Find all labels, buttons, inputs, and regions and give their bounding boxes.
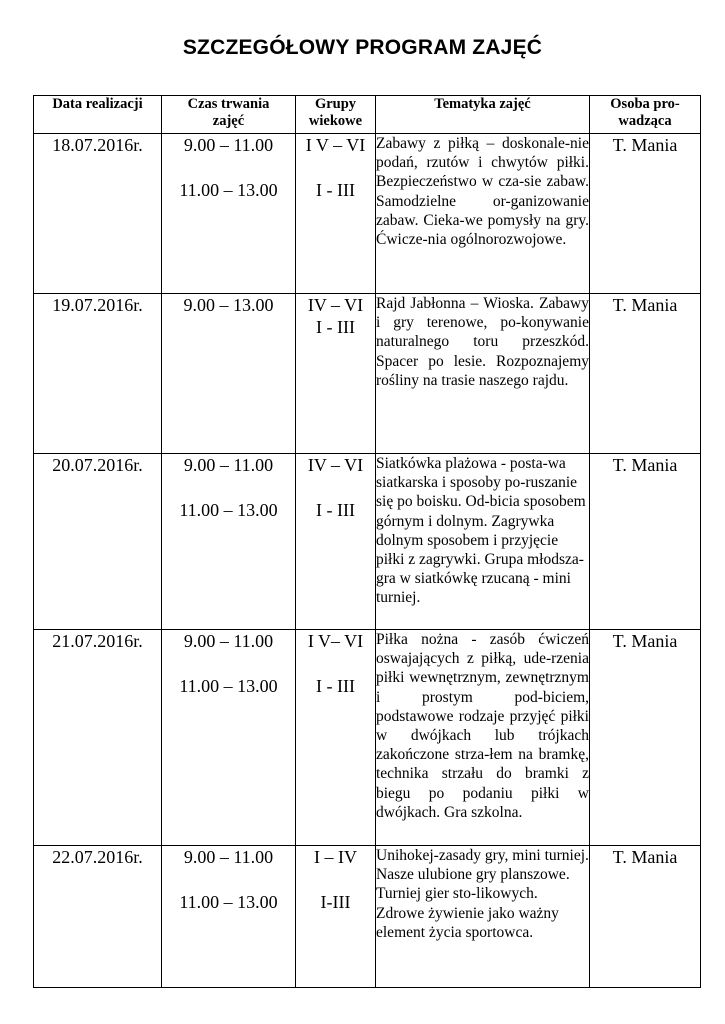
topic-cell: Piłka nożna - zasób ćwiczeń oswajających z piłką, ude-rzenia piłki wewnętrznym, zewnętrznym i prostym pod-biciem, podstawowe rodzaje przyjęć piłki w dwójkach lub trójkach zakończone strza-łem na bramkę, technika strzału do bramki z biegu po podaniu piłki w dwójkach. Gra szkolna. xyxy=(376,630,590,846)
topic-cell: Rajd Jabłonna – Wioska. Zabawy i gry terenowe, po-konywanie naturalnego toru przeszkód. Spacer po lesie. Rozpoznajemy rośliny na trasie naszego rajdu. xyxy=(376,294,590,454)
person-cell: T. Mania xyxy=(590,630,701,846)
topic-cell: Unihokej-zasady gry, mini turniej. Nasze ulubione gry planszowe. Turniej gier sto-likowych. Zdrowe żywienie jako ważny element życia sportowca. xyxy=(376,846,590,988)
table-row xyxy=(34,630,701,846)
person-cell: T. Mania xyxy=(590,134,701,294)
header-date: Data realizacji xyxy=(34,96,162,134)
person-cell: T. Mania xyxy=(590,454,701,630)
date-cell: 21.07.2016r. xyxy=(34,630,162,846)
table-row xyxy=(34,294,701,454)
person-cell: T. Mania xyxy=(590,294,701,454)
table-row xyxy=(34,454,701,630)
header-topic: Tematyka zajęć xyxy=(376,96,590,134)
group-cell: IV – VI I - III xyxy=(296,454,376,630)
group-cell: IV – VI I - III xyxy=(296,294,376,454)
time-cell: 9.00 – 13.00 xyxy=(162,294,296,454)
header-person: Osoba pro- wadząca xyxy=(590,96,701,134)
time-cell: 9.00 – 11.00 11.00 – 13.00 xyxy=(162,846,296,988)
date-cell: 22.07.2016r. xyxy=(34,846,162,988)
group-cell: I – IV I-III xyxy=(296,846,376,988)
date-cell: 20.07.2016r. xyxy=(34,454,162,630)
date-cell: 19.07.2016r. xyxy=(34,294,162,454)
schedule-table xyxy=(33,95,701,988)
header-row xyxy=(34,96,701,134)
header-groups: Grupy wiekowe xyxy=(296,96,376,134)
group-cell: I V– VI I - III xyxy=(296,630,376,846)
page-title: SZCZEGÓŁOWY PROGRAM ZAJĘĆ xyxy=(182,36,543,59)
date-cell: 18.07.2016r. xyxy=(34,134,162,294)
time-cell: 9.00 – 11.00 11.00 – 13.00 xyxy=(162,630,296,846)
topic-cell: Zabawy z piłką – doskonale-nie podań, rzutów i chwytów piłki. Bezpieczeństwo w cza-sie zabaw. Samodzielne or-ganizowanie zabaw. Cieka-we pomysły na gry. Ćwicze-nia ogólnorozwojowe. xyxy=(376,134,590,294)
group-cell: I V – VI I - III xyxy=(296,134,376,294)
table-row xyxy=(34,134,701,294)
topic-cell: Siatkówka plażowa - posta-wa siatkarska i sposoby po-ruszanie się po boisku. Od-bicia sposobem górnym i dolnym. Zagrywka dolnym sposobem i przyjęcie piłki z zagrywki. Grupa młodsza-gra w siatkówkę rzucaną - mini turniej. xyxy=(376,454,590,630)
header-duration: Czas trwania zajęć xyxy=(162,96,296,134)
table-row xyxy=(34,846,701,988)
time-cell: 9.00 – 11.00 11.00 – 13.00 xyxy=(162,134,296,294)
time-cell: 9.00 – 11.00 11.00 – 13.00 xyxy=(162,454,296,630)
person-cell: T. Mania xyxy=(590,846,701,988)
